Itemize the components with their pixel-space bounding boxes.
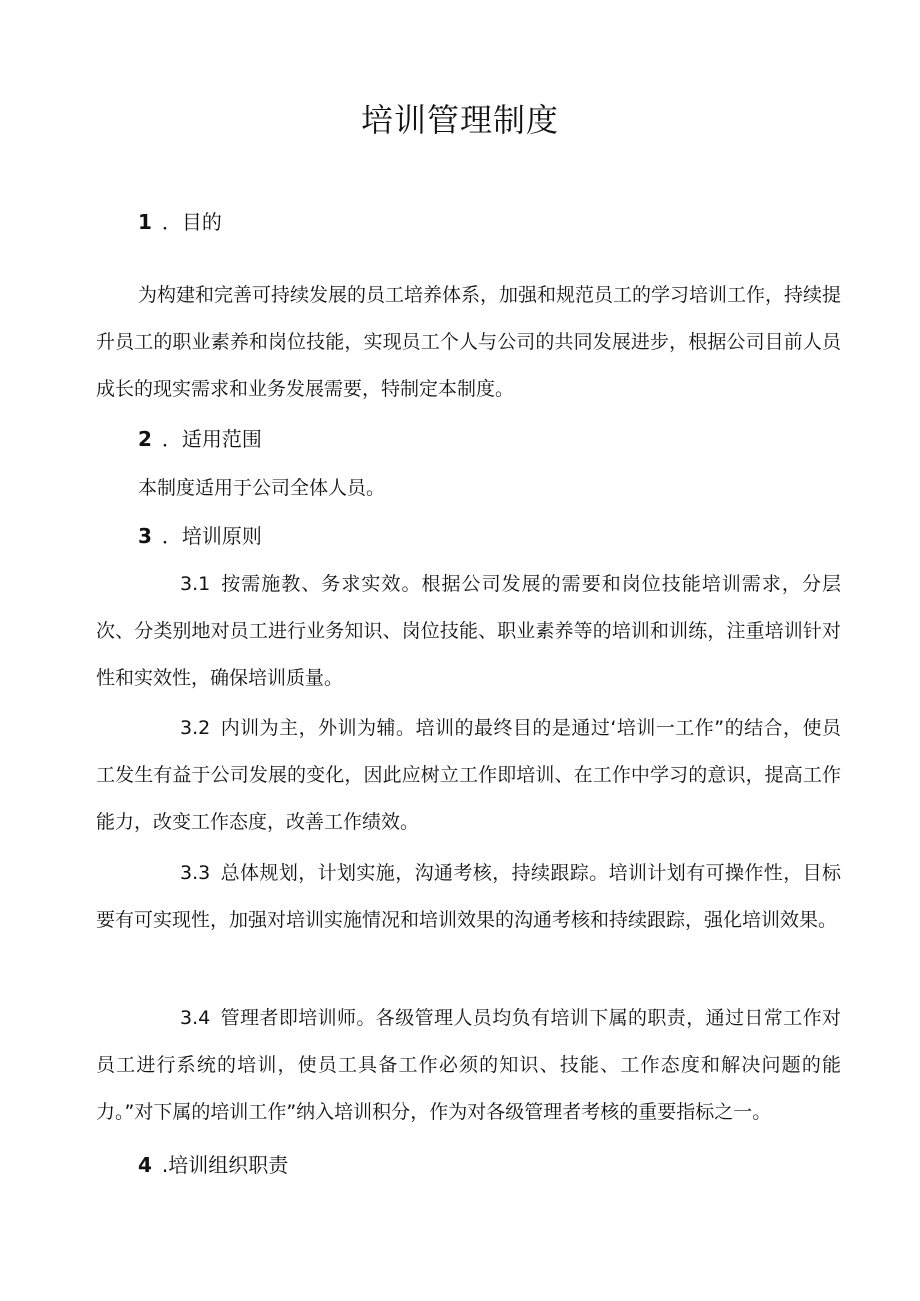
section-heading-1 [138,207,222,237]
clause-3-1 [96,561,841,702]
section-heading-3 [138,521,262,551]
clause-text: 总体规划，计划实施，沟通考核，持续跟踪。培训计划有可操作性，目标要有可实现性，加强对培训实施情况和培训效果的沟通考核和持续跟踪，强化培训效果。 [96,862,841,931]
section-1-paragraph: 为构建和完善可持续发展的员工培养体系，加强和规范员工的学习培训工作，持续提升员工的职业素养和岗位技能，实现员工个人与公司的共同发展进步，根据公司目前人员成长的现实需求和业务发展需要，特制定本制度。 [96,284,842,400]
clause-3-2 [96,705,841,846]
section-number: 4 [138,1153,152,1177]
section-title: ．培训原则 [161,524,262,548]
clause-number: 3.3 [180,862,211,884]
section-heading-4 [138,1150,288,1180]
clause-number: 3.4 [180,1007,211,1029]
clause-number: 3.1 [180,573,211,595]
section-title: ．适用范围 [161,427,262,451]
section-number: 1 [138,210,152,234]
clause-number: 3.2 [180,717,211,739]
section-title: .培训组织职责 [161,1153,289,1177]
section-2-paragraph: 本制度适用于公司全体人员。 [138,477,386,499]
clause-text: 管理者即培训师。各级管理人员均负有培训下属的职责，通过日常工作对员工进行系统的培训，使员工具备工作必须的知识、技能、工作态度和解决问题的能力。”对下属的培训工作”纳入培训积分，作为对各级管理者考核的重要指标之一。 [96,1007,841,1123]
clause-3-3 [96,850,841,944]
section-number: 3 [138,524,152,548]
clause-text: 内训为主，外训为辅。培训的最终目的是通过‘培训一工作”的结合，使员工发生有益于公司发展的变化，因此应树立工作即培训、在工作中学习的意识，提高工作能力，改变工作态度，改善工作绩效。 [96,717,841,833]
document-title: 培训管理制度 [360,101,559,139]
section-title: ．目的 [161,210,222,234]
clause-text: 按需施教、务求实效。根据公司发展的需要和岗位技能培训需求，分层次、分类别地对员工进行业务知识、岗位技能、职业素养等的培训和训练，注重培训针对性和实效性，确保培训质量。 [96,573,841,689]
clause-3-4 [96,995,841,1136]
section-heading-2 [138,424,262,454]
section-number: 2 [138,427,152,451]
